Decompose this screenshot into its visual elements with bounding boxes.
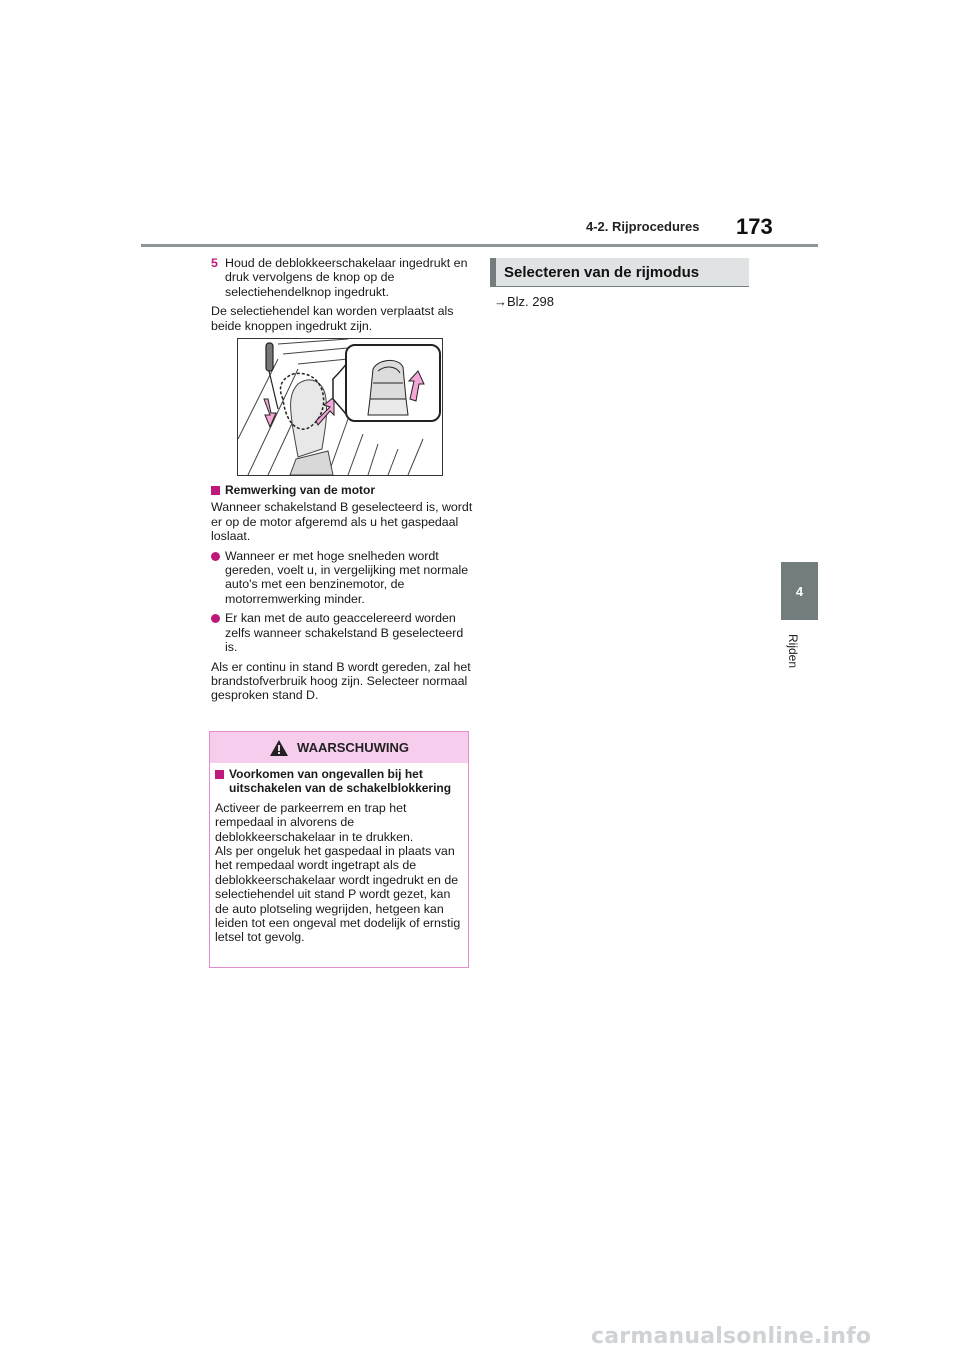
shift-lever-drawing [238, 339, 442, 475]
left-column [211, 256, 473, 703]
chapter-label: Rijden [786, 634, 800, 669]
step-text: Houd de deblokkeerschakelaar ingedrukt en druk vervolgens de knop op de selectiehendelknop ingedrukt. [225, 256, 468, 299]
warning-heading [215, 767, 463, 796]
page-reference-link[interactable]: →Blz. 298 [494, 294, 554, 309]
bullet-item [211, 611, 473, 654]
warning-triangle-icon [269, 739, 289, 757]
engine-braking-note: Als er continu in stand B wordt gereden, zal het brandstofverbruik hoog zijn. Selecteer normaal gesproken stand D. [211, 659, 471, 703]
warning-text: Als per ongeluk het gaspedaal in plaats van het rempedaal wordt ingetrapt als de deblokkeerschakelaar wordt ingedrukt en de selectiehendel uit stand P wordt gezet, kan de auto plotseling wegrijden, hetgeen kan leiden tot een ongeval met dodelijk of ernstig letsel tot gevolg. [215, 844, 461, 945]
bullet-item [211, 549, 473, 607]
warning-content [210, 763, 468, 945]
chapter-tab[interactable]: 4 [781, 562, 818, 620]
warning-title: WAARSCHUWING [297, 740, 409, 755]
round-bullet-icon [211, 614, 220, 623]
bullet-text: Er kan met de auto geaccelereerd worden zelfs wanneer schakelstand B geselecteerd is. [225, 611, 464, 655]
heading-text: Voorkomen van ongevallen bij het uitschakelen van de schakelblokkering [229, 767, 452, 796]
shift-lever-illustration [237, 338, 443, 476]
paragraph: De selectiehendel kan worden verplaatst als beide knoppen ingedrukt zijn. [211, 304, 454, 333]
warning-text: Activeer de parkeerrem en trap het rempedaal in alvorens de deblokkeerschakelaar in te drukken. [215, 800, 414, 844]
drive-mode-heading: Selecteren van de rijmodus [490, 258, 749, 287]
warning-box [209, 731, 469, 968]
round-bullet-icon [211, 552, 220, 561]
warning-header [210, 732, 468, 763]
heading-text: Remwerking van de motor [225, 483, 376, 498]
engine-braking-heading [211, 483, 473, 497]
watermark: carmanualsonline.info [591, 1324, 872, 1349]
square-bullet-icon [211, 486, 220, 495]
header-divider [141, 244, 818, 247]
step-5 [211, 256, 473, 299]
page-number: 173 [736, 214, 773, 239]
step-number: 5 [211, 256, 218, 270]
bullet-text: Wanneer er met hoge snelheden wordt gereden, voelt u, in vergelijking met normale auto's met een benzinemotor, de motorremwerking minder. [225, 548, 469, 606]
right-column [490, 258, 749, 309]
section-title: 4-2. Rijprocedures [586, 219, 700, 234]
square-bullet-icon [215, 770, 224, 779]
engine-braking-intro: Wanneer schakelstand B geselecteerd is, wordt er op de motor afgeremd als u het gaspedaal loslaat. [211, 500, 473, 544]
